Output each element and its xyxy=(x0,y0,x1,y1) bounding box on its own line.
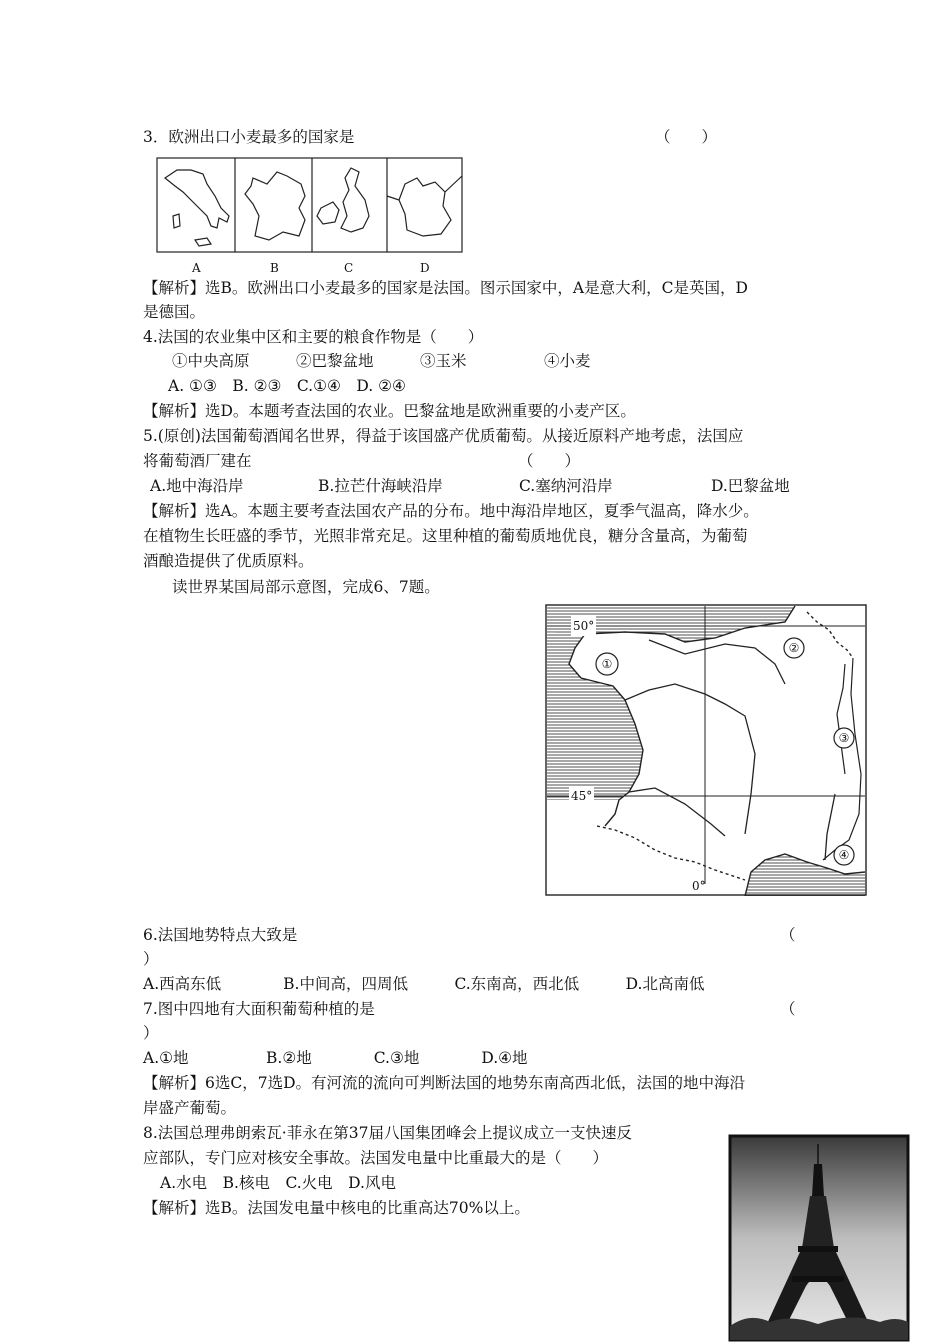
q3-analysis-line2: 是德国。 xyxy=(143,303,206,321)
q6-stem: 6.法国地势特点大致是 xyxy=(143,926,298,944)
intro-questions-6-7: 读世界某国局部示意图，完成6、7题。 xyxy=(172,578,440,596)
q3-answer-paren: （ ） xyxy=(655,128,718,146)
q5-option-a: A.地中海沿岸 xyxy=(150,477,244,495)
map-sardinia-shape xyxy=(173,214,180,228)
river-loire xyxy=(625,684,755,834)
q3-stem: 3．欧洲出口小麦最多的国家是 xyxy=(143,128,355,146)
map-germany-shape xyxy=(399,178,451,236)
map-britain-shape xyxy=(341,168,369,232)
q8-stem-line1: 8.法国总理弗朗索瓦·菲永在第37届八国集团峰会上提议成立一支快速反 xyxy=(143,1124,632,1142)
q5-option-c: C.塞纳河沿岸 xyxy=(519,477,613,495)
map-ireland-shape xyxy=(317,202,339,224)
q6-paren-close: ） xyxy=(143,950,159,968)
q6-options: A.西高东低 B.中间高，四周低 C.东南高，西北低 D.北高南低 xyxy=(143,975,705,993)
q8-options: A.水电 B.核电 C.火电 D.风电 xyxy=(160,1174,396,1192)
q4-options: A. ①③ B. ②③ C.①④ D. ②④ xyxy=(168,377,406,395)
q3-label-d: D xyxy=(420,261,430,275)
q8-stem-line2: 应部队，专门应对核安全事故。法国发电量中比重最大的是（ ） xyxy=(143,1149,609,1167)
q4-analysis: 【解析】选D。本题考查法国的农业。巴黎盆地是欧洲重要的小麦产区。 xyxy=(143,402,636,420)
q3-label-b: B xyxy=(270,261,279,275)
france-map-figure xyxy=(545,604,867,896)
lat-label-50: 50° xyxy=(571,616,596,636)
marker-4: ④ xyxy=(838,848,850,862)
q5-analysis-line1: 【解析】选A。本题主要考查法国农产品的分布。地中海沿岸地区，夏季气温高，降水少。 xyxy=(143,502,759,520)
map-sicily-shape xyxy=(195,238,211,246)
q7-analysis-line2: 岸盛产葡萄。 xyxy=(143,1099,237,1117)
q5-option-d: D.巴黎盆地 xyxy=(711,477,790,495)
q7-paren-close: ） xyxy=(143,1024,159,1042)
eiffel-tower-photo xyxy=(730,1136,908,1340)
border-east xyxy=(823,658,861,860)
river-rhone xyxy=(825,794,835,860)
sea-west xyxy=(547,632,643,800)
q5-stem-line1: 5.(原创)法国葡萄酒闻名世界，得益于该国盛产优质葡萄。从接近原料产地考虑，法国应 xyxy=(143,427,744,445)
q3-analysis-line1: 【解析】选B。欧洲出口小麦最多的国家是法国。图示国家中，A是意大利，C是英国，D xyxy=(143,279,748,297)
q3-label-c: C xyxy=(344,261,354,275)
marker-3: ③ xyxy=(838,731,850,745)
q5-analysis-line3: 酒酿造提供了优质原料。 xyxy=(143,552,314,570)
q3-country-maps xyxy=(155,156,465,272)
river-rhine xyxy=(837,664,845,774)
q6-paren-open: （ xyxy=(780,926,796,944)
q4-items: ①中央高原 ②巴黎盆地 ③玉米 ④小麦 xyxy=(172,352,591,370)
q5-stem-line2: 将葡萄酒厂建在 xyxy=(143,452,252,470)
q5-analysis-line2: 在植物生长旺盛的季节，光照非常充足。这里种植的葡萄质地优良，糖分含量高，为葡萄 xyxy=(143,527,748,545)
q7-analysis-line1: 【解析】6选C，7选D。有河流的流向可判断法国的地势东南高西北低，法国的地中海沿 xyxy=(143,1074,746,1092)
q5-answer-paren: （ ） xyxy=(518,452,581,470)
q8-analysis: 【解析】选B。法国发电量中核电的比重高达70%以上。 xyxy=(143,1199,530,1217)
map-italy-shape xyxy=(165,170,229,228)
q3-label-a: A xyxy=(192,261,201,275)
river-garonne xyxy=(629,788,725,836)
lon-label-0: 0° xyxy=(692,879,706,893)
river-seine xyxy=(649,640,785,684)
q5-option-b: B.拉芒什海峡沿岸 xyxy=(318,477,443,495)
q4-stem: 4.法国的农业集中区和主要的粮食作物是（ ） xyxy=(143,328,484,346)
q7-options: A.①地 B.②地 C.③地 D.④地 xyxy=(143,1049,528,1067)
lat-label-45: 45° xyxy=(569,786,594,806)
q7-stem: 7.图中四地有大面积葡萄种植的是 xyxy=(143,1000,375,1018)
marker-2: ② xyxy=(788,641,800,655)
marker-1: ① xyxy=(601,657,613,671)
tower-top xyxy=(812,1164,824,1196)
map-france-shape xyxy=(245,172,305,240)
border-north-east xyxy=(807,612,853,658)
q7-paren-open: （ xyxy=(780,1000,796,1018)
